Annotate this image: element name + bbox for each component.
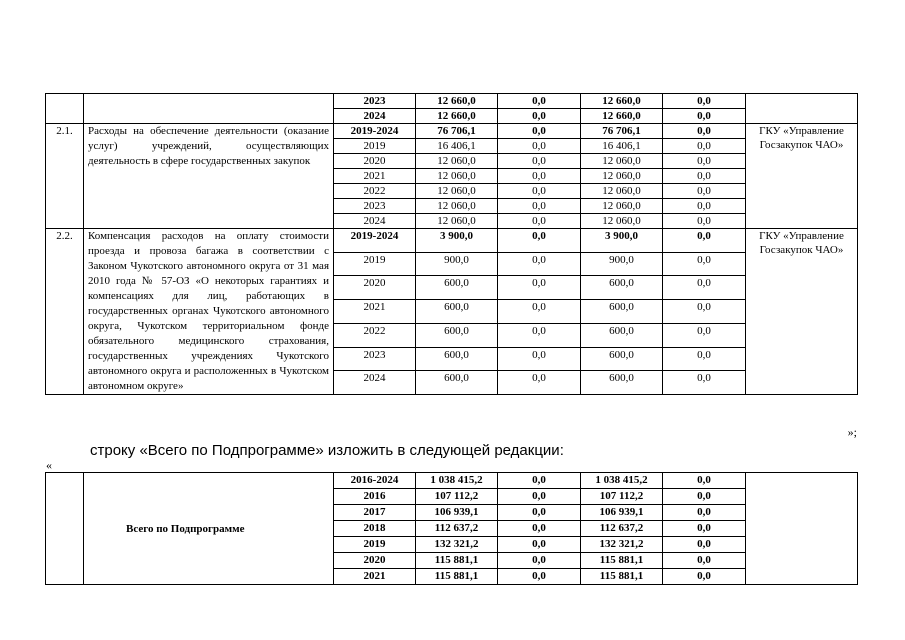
total-label: Всего по Подпрограмме	[84, 473, 334, 585]
value-cell: 0,0	[498, 139, 581, 154]
value-cell: 0,0	[663, 139, 746, 154]
responsible-cell: ГКУ «Управление Госзакупок ЧАО»	[746, 229, 858, 395]
index-cell	[46, 94, 84, 124]
value-cell: 0,0	[663, 124, 746, 139]
year-cell: 2022	[334, 184, 416, 199]
value-cell: 0,0	[663, 323, 746, 347]
value-cell: 0,0	[663, 489, 746, 505]
total-cell: 600,0	[416, 276, 498, 300]
value-cell: 0,0	[498, 229, 581, 253]
total-cell: 107 112,2	[416, 489, 498, 505]
value-cell: 132 321,2	[581, 537, 663, 553]
index-cell	[46, 473, 84, 585]
value-cell: 0,0	[663, 214, 746, 229]
year-cell: 2023	[334, 94, 416, 109]
total-cell: 115 881,1	[416, 569, 498, 585]
value-cell: 600,0	[581, 276, 663, 300]
year-cell: 2017	[334, 505, 416, 521]
value-cell: 0,0	[663, 252, 746, 276]
year-cell: 2019-2024	[334, 124, 416, 139]
total-cell: 115 881,1	[416, 553, 498, 569]
year-cell: 2024	[334, 214, 416, 229]
value-cell: 0,0	[663, 184, 746, 199]
responsible-cell	[746, 94, 858, 124]
value-cell: 0,0	[498, 154, 581, 169]
value-cell: 0,0	[663, 154, 746, 169]
value-cell: 0,0	[663, 537, 746, 553]
total-cell: 3 900,0	[416, 229, 498, 253]
value-cell: 0,0	[498, 537, 581, 553]
value-cell: 0,0	[663, 94, 746, 109]
value-cell: 600,0	[581, 300, 663, 324]
year-cell: 2018	[334, 521, 416, 537]
item-index: 2.1.	[46, 124, 84, 229]
total-cell: 600,0	[416, 371, 498, 395]
value-cell: 0,0	[663, 569, 746, 585]
year-cell: 2021	[334, 169, 416, 184]
value-cell: 0,0	[663, 229, 746, 253]
value-cell: 0,0	[498, 252, 581, 276]
value-cell: 12 060,0	[581, 214, 663, 229]
budget-table-top	[45, 93, 858, 395]
year-cell: 2016-2024	[334, 473, 416, 489]
year-cell: 2021	[334, 569, 416, 585]
budget-table-total	[45, 472, 858, 585]
year-cell: 2019-2024	[334, 229, 416, 253]
year-cell: 2024	[334, 371, 416, 395]
total-cell: 1 038 415,2	[416, 473, 498, 489]
value-cell: 0,0	[663, 347, 746, 371]
total-cell: 12 060,0	[416, 199, 498, 214]
total-cell: 16 406,1	[416, 139, 498, 154]
total-cell: 600,0	[416, 300, 498, 324]
value-cell: 0,0	[498, 94, 581, 109]
item-description: Расходы на обеспечение деятельности (оказание услуг) учреждений, осуществляющих деятельность в сфере государственных закупок	[84, 124, 334, 229]
value-cell: 600,0	[581, 323, 663, 347]
total-cell: 12 060,0	[416, 169, 498, 184]
value-cell: 12 660,0	[581, 94, 663, 109]
value-cell: 12 060,0	[581, 169, 663, 184]
value-cell: 600,0	[581, 347, 663, 371]
responsible-cell: ГКУ «Управление Госзакупок ЧАО»	[746, 124, 858, 229]
closing-quote: »;	[847, 425, 857, 439]
year-cell: 2022	[334, 323, 416, 347]
value-cell: 0,0	[663, 521, 746, 537]
value-cell: 0,0	[498, 184, 581, 199]
value-cell: 0,0	[498, 569, 581, 585]
value-cell: 0,0	[498, 214, 581, 229]
value-cell: 12 660,0	[581, 109, 663, 124]
responsible-cell	[746, 473, 858, 585]
value-cell: 0,0	[663, 199, 746, 214]
value-cell: 107 112,2	[581, 489, 663, 505]
total-cell: 600,0	[416, 323, 498, 347]
value-cell: 0,0	[663, 553, 746, 569]
item-index: 2.2.	[46, 229, 84, 395]
total-cell: 12 060,0	[416, 214, 498, 229]
year-cell: 2023	[334, 199, 416, 214]
value-cell: 0,0	[498, 489, 581, 505]
total-cell: 12 660,0	[416, 94, 498, 109]
value-cell: 0,0	[498, 199, 581, 214]
year-cell: 2019	[334, 537, 416, 553]
table-row	[46, 229, 858, 253]
value-cell: 0,0	[498, 323, 581, 347]
year-cell: 2023	[334, 347, 416, 371]
value-cell: 3 900,0	[581, 229, 663, 253]
value-cell: 12 060,0	[581, 184, 663, 199]
value-cell: 0,0	[498, 109, 581, 124]
value-cell: 0,0	[498, 276, 581, 300]
value-cell: 0,0	[663, 371, 746, 395]
total-cell: 106 939,1	[416, 505, 498, 521]
description-cell	[84, 94, 334, 124]
total-cell: 12 660,0	[416, 109, 498, 124]
value-cell: 76 706,1	[581, 124, 663, 139]
total-cell: 132 321,2	[416, 537, 498, 553]
year-cell: 2020	[334, 154, 416, 169]
opening-quote: «	[46, 458, 52, 472]
total-cell: 112 637,2	[416, 521, 498, 537]
total-cell: 900,0	[416, 252, 498, 276]
value-cell: 600,0	[581, 371, 663, 395]
table-row	[46, 473, 858, 489]
value-cell: 0,0	[663, 505, 746, 521]
value-cell: 0,0	[663, 300, 746, 324]
value-cell: 0,0	[498, 347, 581, 371]
year-cell: 2021	[334, 300, 416, 324]
value-cell: 0,0	[498, 553, 581, 569]
value-cell: 0,0	[498, 300, 581, 324]
table-row	[46, 124, 858, 139]
year-cell: 2019	[334, 252, 416, 276]
instruction-text: строку «Всего по Подпрограмме» изложить в следующей редакции:	[90, 442, 564, 459]
value-cell: 0,0	[663, 473, 746, 489]
value-cell: 0,0	[498, 169, 581, 184]
value-cell: 900,0	[581, 252, 663, 276]
year-cell: 2020	[334, 553, 416, 569]
year-cell: 2019	[334, 139, 416, 154]
value-cell: 0,0	[663, 169, 746, 184]
total-cell: 12 060,0	[416, 184, 498, 199]
value-cell: 0,0	[498, 371, 581, 395]
value-cell: 0,0	[663, 109, 746, 124]
value-cell: 12 060,0	[581, 154, 663, 169]
year-cell: 2024	[334, 109, 416, 124]
value-cell: 0,0	[498, 521, 581, 537]
value-cell: 0,0	[663, 276, 746, 300]
total-cell: 12 060,0	[416, 154, 498, 169]
year-cell: 2020	[334, 276, 416, 300]
value-cell: 12 060,0	[581, 199, 663, 214]
total-cell: 600,0	[416, 347, 498, 371]
value-cell: 16 406,1	[581, 139, 663, 154]
value-cell: 1 038 415,2	[581, 473, 663, 489]
value-cell: 0,0	[498, 505, 581, 521]
value-cell: 112 637,2	[581, 521, 663, 537]
value-cell: 115 881,1	[581, 569, 663, 585]
table-row	[46, 94, 858, 109]
value-cell: 115 881,1	[581, 553, 663, 569]
total-cell: 76 706,1	[416, 124, 498, 139]
value-cell: 106 939,1	[581, 505, 663, 521]
item-description: Компенсация расходов на оплату стоимости проезда и провоза багажа в соответствии с Законом Чукотского автономного округа от 31 мая 2010 года № 57-ОЗ «О некоторых гарантиях и компенсациях для лиц, работающих в государственных органах Чукотского автономного округа, Чукотском территориальном фонде обязательного медицинского страхования, государственных учреждениях Чукотского автономного округа и расположенных в Чукотском автономном округе»	[84, 229, 334, 395]
year-cell: 2016	[334, 489, 416, 505]
value-cell: 0,0	[498, 473, 581, 489]
value-cell: 0,0	[498, 124, 581, 139]
